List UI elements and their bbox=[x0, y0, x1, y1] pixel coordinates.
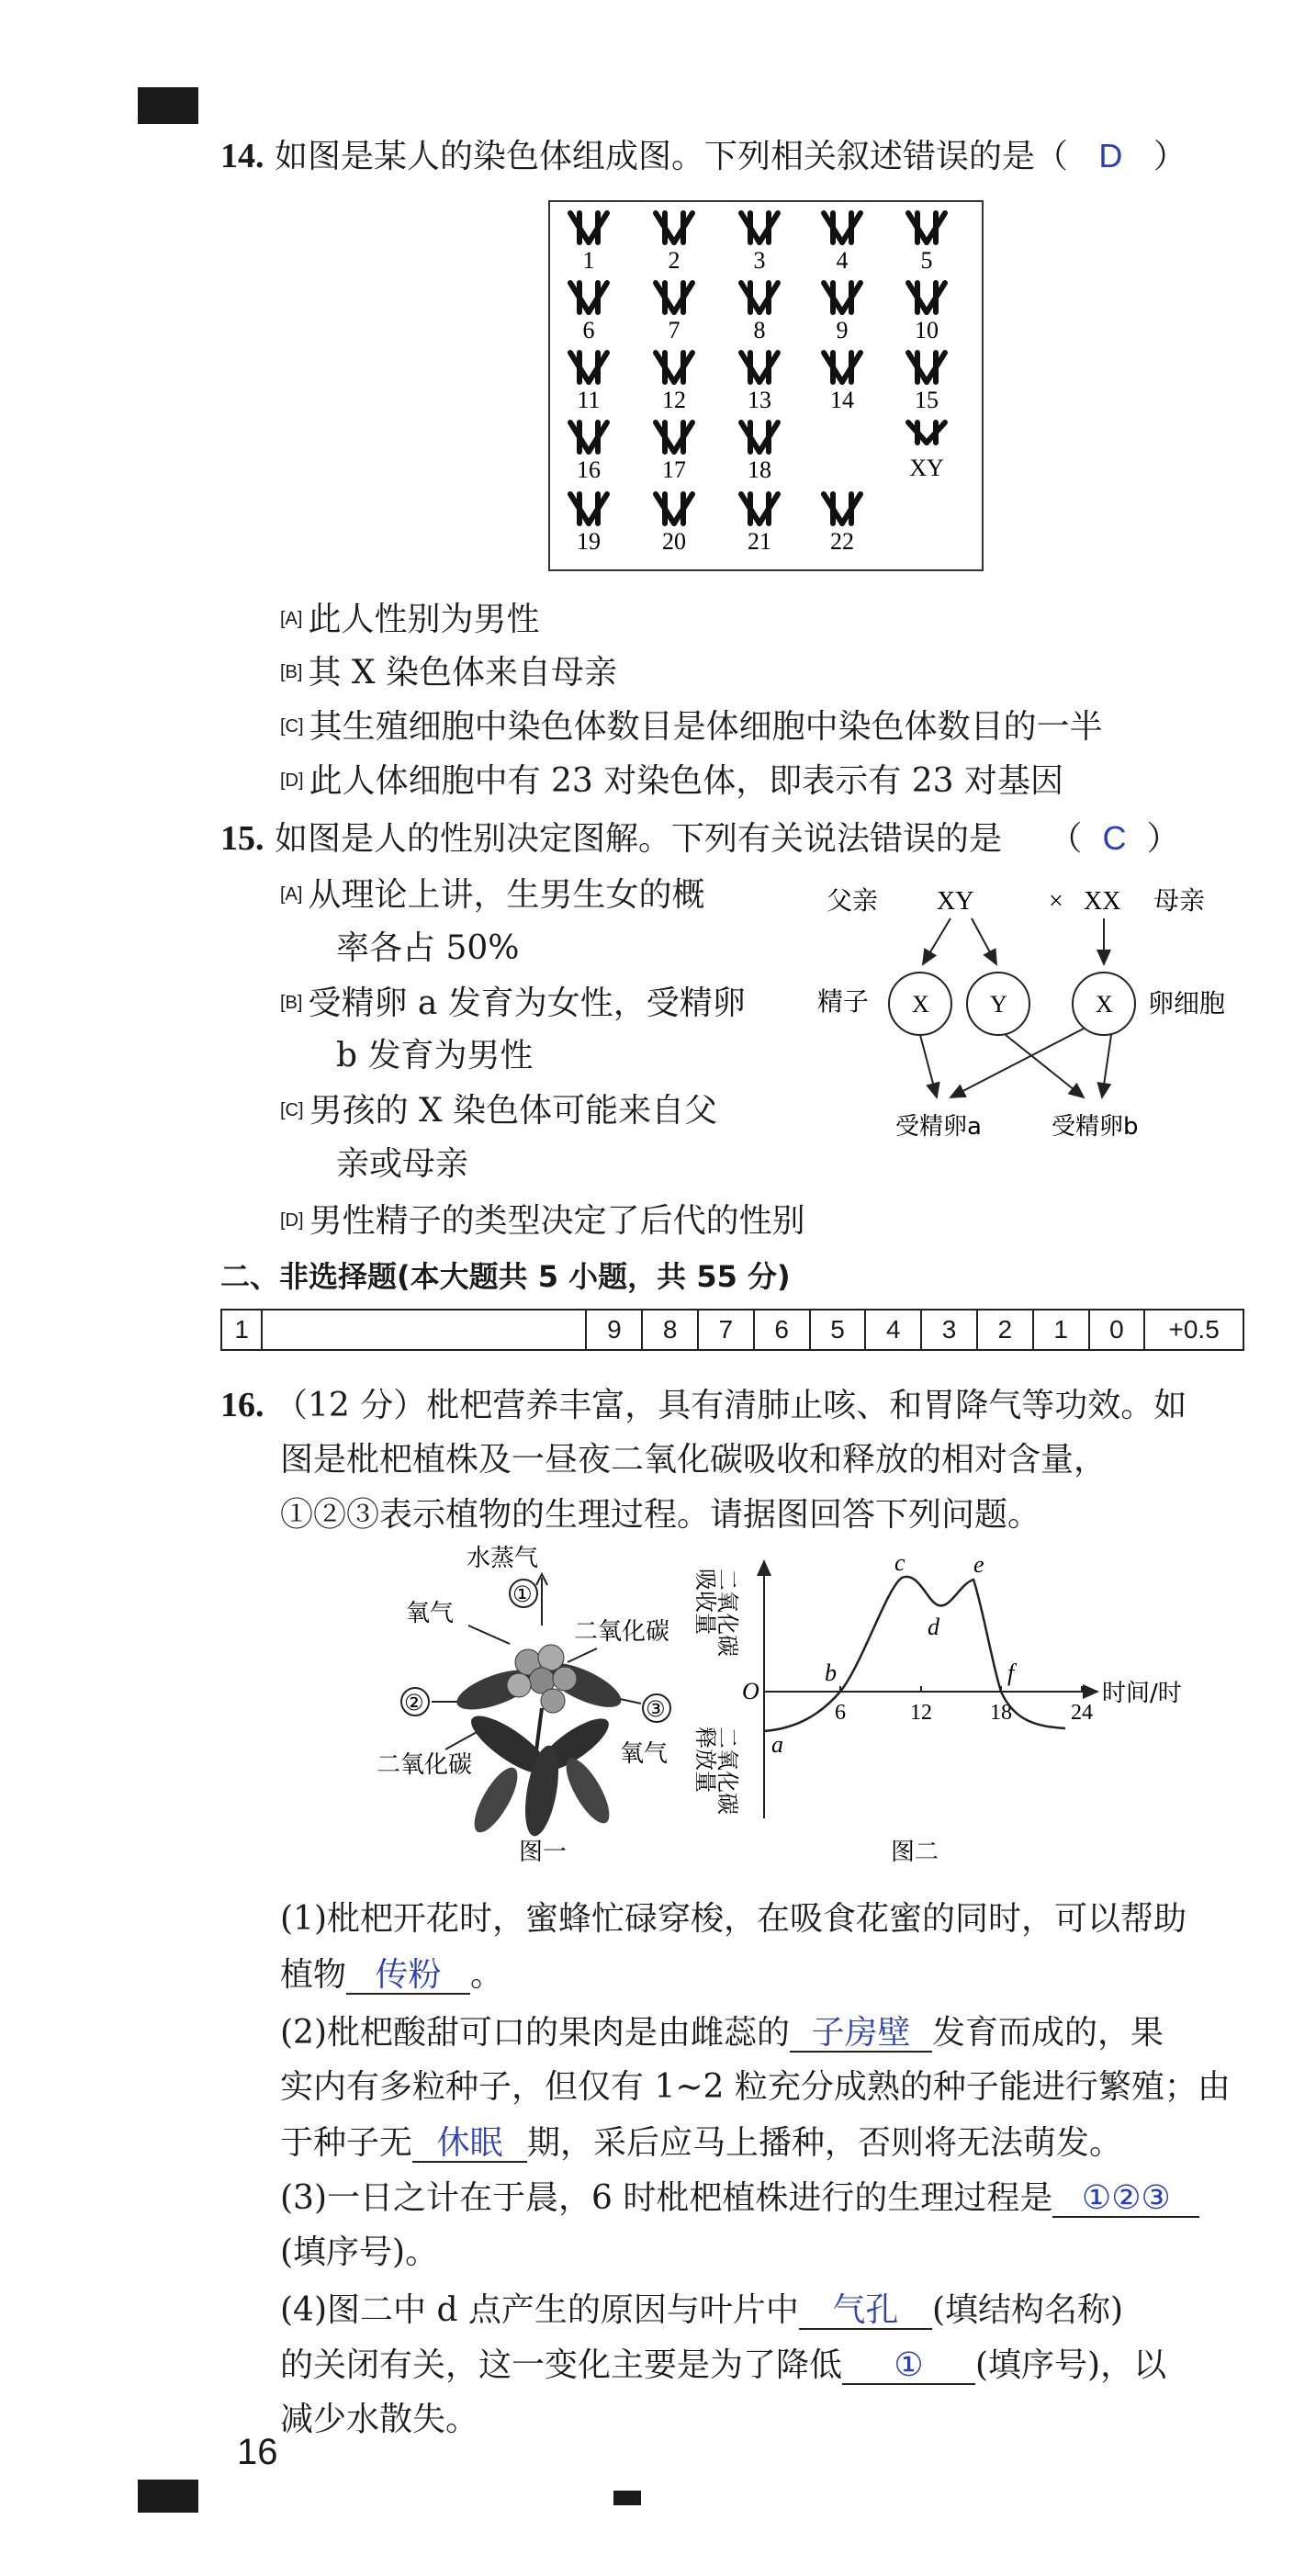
curve-point-label: d bbox=[928, 1614, 939, 1640]
father-genotype: XY bbox=[937, 887, 974, 916]
chromosome bbox=[759, 283, 778, 312]
q16-sub4-line2: 的关闭有关，这一变化主要是为了降低 ① (填序号)，以 bbox=[280, 2345, 1167, 2384]
q16-sub4-answer1[interactable]: 气孔 bbox=[799, 2291, 932, 2330]
q15-option-d[interactable]: [D] 男性精子的类型决定了后代的性别 bbox=[280, 1202, 805, 1240]
chromosome-number-label: 18 bbox=[748, 456, 771, 483]
chromosome-pair bbox=[824, 353, 860, 413]
chromosome bbox=[908, 213, 927, 242]
chromosome-pair bbox=[656, 283, 692, 343]
chromosome bbox=[656, 422, 674, 452]
q15-option-a-line2: 率各占 50% bbox=[336, 929, 520, 967]
chromosome bbox=[759, 494, 778, 523]
chromosome bbox=[824, 283, 842, 312]
chromosome-number-label: 10 bbox=[915, 317, 939, 343]
karyotype-svg bbox=[550, 202, 982, 569]
q16-sub3-line1: (3)一日之计在于晨，6 时枇杷植株进行的生理过程是 ①②③ bbox=[280, 2179, 1199, 2218]
chromosome bbox=[842, 494, 860, 523]
score-cell: 2 bbox=[977, 1310, 1033, 1350]
section2-title: 二、非选择题(本大题共 5 小题，共 55 分) bbox=[220, 1259, 791, 1294]
score-cell: +0.5 bbox=[1144, 1310, 1243, 1350]
chromosome bbox=[759, 353, 778, 382]
chromosome bbox=[741, 494, 759, 523]
svg-text:水蒸气: 水蒸气 bbox=[467, 1545, 539, 1572]
q16-sub1-answer[interactable]: 传粉 bbox=[346, 1956, 470, 1995]
q14-answer: D bbox=[1098, 137, 1123, 174]
chromosome bbox=[908, 283, 927, 312]
chromosome-pair bbox=[741, 494, 778, 555]
chromosome bbox=[656, 494, 674, 523]
chromosome-number-label: 14 bbox=[830, 387, 854, 413]
corner-marker-bottom-left bbox=[138, 2480, 198, 2513]
zygote-a-label: 受精卵a bbox=[895, 1113, 982, 1141]
x-tick-label: 6 bbox=[835, 1701, 846, 1725]
score-cell bbox=[262, 1310, 586, 1350]
chromosome-number-label: 12 bbox=[662, 387, 686, 413]
x-tick-label: 12 bbox=[910, 1701, 932, 1725]
score-table bbox=[220, 1309, 1244, 1351]
figure-1-caption: 图一 bbox=[519, 1839, 568, 1866]
chromosome bbox=[674, 353, 692, 382]
svg-text:吸收量: 吸收量 bbox=[692, 1569, 718, 1635]
q15-stem: 15. 如图是人的性别决定图解。下列有关说法错误的是 （ C ） bbox=[220, 819, 1180, 858]
q15-option-c[interactable]: [C] 男孩的 X 染色体可能来自父 bbox=[280, 1092, 718, 1130]
chromosome-number-label: 21 bbox=[748, 528, 771, 555]
chromosome bbox=[656, 353, 674, 382]
q14-option-a[interactable]: [A] 此人性别为男性 bbox=[280, 601, 540, 638]
chromosome-pairs bbox=[570, 213, 945, 555]
q16-sub4-line3: 减少水散失。 bbox=[280, 2401, 479, 2438]
q16-sub1-line1: (1)枇杷开花时，蜜蜂忙碌穿梭，在吸食花蜜的同时，可以帮助 bbox=[280, 1900, 1187, 1938]
chromosome bbox=[741, 283, 759, 312]
q16-number: 16. bbox=[220, 1386, 264, 1424]
q16-sub2-line3: 于种子无 休眠 期，采后应马上播种，否则将无法萌发。 bbox=[280, 2123, 1123, 2162]
chromosome bbox=[674, 213, 692, 242]
chromosome bbox=[674, 283, 692, 312]
chromosome bbox=[570, 422, 589, 452]
chromosome-number-label: 9 bbox=[836, 317, 849, 343]
q16-sub3-answer[interactable]: ①②③ bbox=[1052, 2179, 1199, 2218]
svg-text:O: O bbox=[742, 1678, 759, 1704]
chromosome-number-label: 20 bbox=[662, 528, 686, 555]
svg-text:①: ① bbox=[512, 1581, 533, 1607]
svg-text:②: ② bbox=[404, 1690, 424, 1715]
chromosome bbox=[824, 494, 842, 523]
q14-number: 14. bbox=[220, 137, 264, 175]
chromosome-number-label: 8 bbox=[753, 317, 766, 343]
q15-option-b-line2: b 发育为男性 bbox=[336, 1037, 534, 1074]
chromosome bbox=[589, 422, 607, 452]
score-cell: 1 bbox=[221, 1310, 262, 1350]
chromosome-pair bbox=[908, 353, 945, 413]
chromosome-number-label: 5 bbox=[920, 247, 933, 274]
q14-stem bbox=[220, 138, 1187, 175]
chromosome-number-label: 2 bbox=[668, 247, 680, 274]
curve-point-label: c bbox=[894, 1549, 905, 1576]
score-cell: 6 bbox=[754, 1310, 810, 1350]
chromosome-pair bbox=[570, 422, 607, 483]
svg-text:③: ③ bbox=[646, 1696, 666, 1722]
score-cell: 0 bbox=[1089, 1310, 1145, 1350]
score-cell: 8 bbox=[642, 1310, 698, 1350]
chromosome bbox=[908, 422, 927, 443]
chromosome bbox=[741, 422, 759, 452]
chromosome-number-label: 3 bbox=[753, 247, 766, 274]
chromosome bbox=[589, 353, 607, 382]
chromosome-number-label: 4 bbox=[836, 247, 849, 274]
chromosome bbox=[570, 353, 589, 382]
q15-answer: C bbox=[1102, 819, 1127, 857]
chromosome-pair bbox=[570, 353, 607, 413]
chromosome bbox=[927, 283, 945, 312]
chromosome bbox=[570, 494, 589, 523]
chromosome-number-label: 16 bbox=[577, 456, 601, 483]
chromosome-number-label: 17 bbox=[662, 456, 686, 483]
chromosome bbox=[927, 353, 945, 382]
chromosome-pair bbox=[741, 283, 778, 343]
q15-number: 15. bbox=[220, 819, 264, 858]
chromosome-pair bbox=[824, 494, 860, 555]
mother-genotype: XX bbox=[1084, 887, 1121, 916]
chromosome-number-label: 6 bbox=[582, 317, 595, 343]
svg-text:Y: Y bbox=[990, 991, 1007, 1018]
chromosome bbox=[908, 353, 927, 382]
chromosome bbox=[589, 213, 607, 242]
page-number: 16 bbox=[237, 2432, 278, 2472]
q16-sub2-answer2[interactable]: 休眠 bbox=[412, 2124, 527, 2163]
q16-sub2-line1: (2)枇杷酸甜可口的果肉是由雌蕊的 子房壁 发育而成的，果 bbox=[280, 2013, 1164, 2052]
chromosome bbox=[656, 283, 674, 312]
q16-sub4-answer2[interactable]: ① bbox=[842, 2346, 975, 2385]
q14-option-c[interactable]: [C] 其生殖细胞中染色体数目是体细胞中染色体数目的一半 bbox=[280, 708, 1103, 746]
score-cell: 4 bbox=[865, 1310, 921, 1350]
q15-option-b[interactable]: [B] 受精卵 a 发育为女性，受精卵 bbox=[280, 984, 746, 1022]
sex-determination-diagram bbox=[808, 872, 1267, 1148]
q16-line3: ①②③表示植物的生理过程。请据图回答下列问题。 bbox=[280, 1496, 1041, 1534]
corner-marker-bottom-mid bbox=[613, 2491, 641, 2505]
chromosome bbox=[759, 422, 778, 452]
corner-marker-top bbox=[138, 87, 198, 124]
chromosome-number-label: 7 bbox=[668, 317, 680, 343]
curve-point-label: e bbox=[973, 1551, 984, 1578]
score-cell: 5 bbox=[810, 1310, 866, 1350]
chromosome-number-label: 22 bbox=[830, 528, 854, 555]
chromosome-pair bbox=[908, 213, 945, 274]
curve-point-label: f bbox=[1007, 1659, 1015, 1686]
chromosome-number-label: 13 bbox=[748, 387, 771, 413]
score-cell: 3 bbox=[921, 1310, 977, 1350]
cross-symbol: × bbox=[1049, 887, 1063, 916]
chromosome-pair bbox=[656, 353, 692, 413]
figure-2-point-labels bbox=[771, 1549, 1018, 1758]
svg-text:二氧化碳: 二氧化碳 bbox=[714, 1569, 740, 1657]
figure-1-plant bbox=[358, 1524, 707, 1864]
q16-sub2-answer1[interactable]: 子房壁 bbox=[790, 2014, 932, 2053]
x-tick-label: 24 bbox=[1071, 1701, 1093, 1725]
chromosome-pair bbox=[656, 422, 692, 483]
chromosome-pair bbox=[908, 422, 945, 481]
svg-text:X: X bbox=[1096, 991, 1113, 1018]
chromosome bbox=[656, 213, 674, 242]
chromosome bbox=[589, 283, 607, 312]
q16-sub2-line2: 实内有多粒种子，但仅有 1~2 粒充分成熟的种子能进行繁殖；由 bbox=[280, 2068, 1231, 2106]
karyotype-figure bbox=[548, 200, 984, 571]
chromosome-pair bbox=[656, 494, 692, 555]
svg-text:二氧化碳: 二氧化碳 bbox=[714, 1727, 740, 1815]
score-cell: 9 bbox=[586, 1310, 642, 1350]
chromosome bbox=[674, 494, 692, 523]
q14-stem-text: 如图是某人的染色体组成图。下列相关叙述错误的是（ bbox=[274, 138, 1068, 175]
q14-option-d[interactable]: [D] 此人体细胞中有 23 对染色体，即表示有 23 对基因 bbox=[280, 762, 1063, 800]
chromosome-pair bbox=[570, 283, 607, 343]
chromosome bbox=[927, 213, 945, 242]
q15-option-a[interactable]: [A] 从理论上讲，生男生女的概 bbox=[280, 876, 705, 914]
figure-2-xlabel: 时间/时 bbox=[1102, 1680, 1182, 1707]
chromosome bbox=[842, 353, 860, 382]
q14-close: ） bbox=[1153, 138, 1187, 175]
chromosome-pair bbox=[741, 422, 778, 483]
chromosome-number-label: 19 bbox=[577, 528, 601, 555]
chromosome bbox=[842, 213, 860, 242]
chromosome-pair bbox=[741, 353, 778, 413]
chromosome bbox=[842, 283, 860, 312]
svg-text:释放量: 释放量 bbox=[692, 1727, 718, 1793]
score-row bbox=[221, 1310, 1243, 1350]
chromosome bbox=[741, 213, 759, 242]
zygote-b-label: 受精卵b bbox=[1052, 1113, 1139, 1141]
chromosome bbox=[927, 422, 945, 443]
chromosome bbox=[674, 422, 692, 452]
chromosome bbox=[824, 353, 842, 382]
svg-text:二氧化碳: 二氧化碳 bbox=[377, 1751, 473, 1779]
svg-text:X: X bbox=[912, 991, 929, 1018]
chromosome-pair bbox=[570, 213, 607, 274]
chromosome-pair bbox=[908, 283, 945, 343]
chromosome-pair bbox=[656, 213, 692, 274]
svg-text:氧气: 氧气 bbox=[620, 1740, 669, 1768]
chromosome bbox=[741, 353, 759, 382]
chromosome-number-label: 11 bbox=[577, 387, 601, 413]
father-label: 父亲 bbox=[827, 885, 879, 916]
svg-text:氧气: 氧气 bbox=[406, 1600, 455, 1627]
sperm-label: 精子 bbox=[817, 986, 870, 1017]
chromosome bbox=[824, 213, 842, 242]
score-cell: 7 bbox=[698, 1310, 754, 1350]
chromosome-number-label: XY bbox=[909, 455, 944, 481]
score-cell: 1 bbox=[1033, 1310, 1089, 1350]
chromosome-pair bbox=[570, 494, 607, 555]
q16-line1: 16. （12 分）枇杷营养丰富，具有清肺止咳、和胃降气等功效。如 bbox=[220, 1386, 1187, 1424]
figure-2-caption: 图二 bbox=[891, 1839, 939, 1866]
q14-option-b[interactable]: [B] 其 X 染色体来自母亲 bbox=[280, 654, 617, 692]
chromosome bbox=[570, 283, 589, 312]
q16-sub4-line1: (4)图二中 d 点产生的原因与叶片中 气孔 (填结构名称) bbox=[280, 2290, 1124, 2329]
curve-point-label: a bbox=[771, 1731, 783, 1758]
chromosome-number-label: 15 bbox=[915, 387, 939, 413]
chromosome-number-label: 1 bbox=[582, 247, 595, 274]
chromosome bbox=[589, 494, 607, 523]
curve-point-label: b bbox=[825, 1659, 837, 1686]
egg-label: 卵细胞 bbox=[1148, 988, 1226, 1018]
q16-line2: 图是枇杷植株及一昼夜二氧化碳吸收和释放的相对含量， bbox=[280, 1441, 1108, 1479]
loquat-plant-illustration bbox=[452, 1645, 626, 1839]
svg-text:二氧化碳: 二氧化碳 bbox=[574, 1618, 670, 1646]
q15-stem-text: 如图是人的性别决定图解。下列有关说法错误的是 bbox=[274, 820, 1002, 858]
chromosome-pair bbox=[741, 213, 778, 274]
chromosome bbox=[759, 213, 778, 242]
chromosome-pair bbox=[824, 283, 860, 343]
x-tick-label: 18 bbox=[990, 1701, 1012, 1725]
q16-sub1-line2: 植物 传粉 。 bbox=[280, 1955, 504, 1994]
chromosome bbox=[570, 213, 589, 242]
q16-sub3-line2: (填序号)。 bbox=[280, 2233, 439, 2271]
mother-label: 母亲 bbox=[1153, 885, 1206, 916]
chromosome-pair bbox=[824, 213, 860, 274]
q15-option-c-line2: 亲或母亲 bbox=[336, 1145, 469, 1183]
figure-2-co2-chart bbox=[692, 1549, 1185, 1866]
